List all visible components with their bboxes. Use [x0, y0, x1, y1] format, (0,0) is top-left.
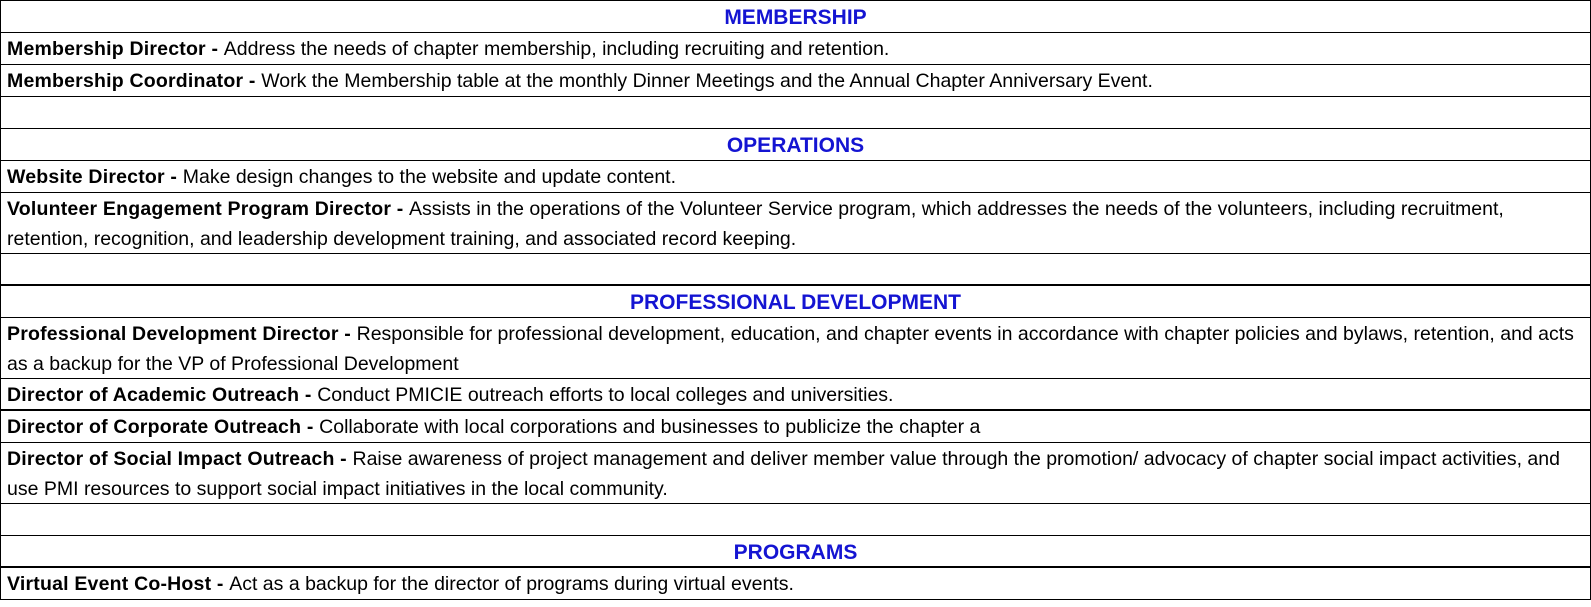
role-title: Membership Coordinator - [7, 70, 262, 92]
role-row [1, 161, 1590, 193]
role-row [1, 568, 1590, 600]
role-description: Conduct PMICIE outreach efforts to local colleges and universities. [317, 384, 894, 406]
role-description: Collaborate with local corporations and businesses to publicize the chapter a [319, 416, 981, 438]
role-description: Work the Membership table at the monthly Dinner Meetings and the Annual Chapter Anniversary Event. [261, 70, 1153, 92]
role-description: Raise awareness of project management and deliver member value through the promotion/ advocacy of chapter social impact activities, and use PMI resources to support social impact initiatives in the local community. [7, 448, 1560, 500]
role-title: Professional Development Director - [7, 323, 357, 345]
role-title: Virtual Event Co-Host - [7, 573, 230, 595]
section-heading-programs: PROGRAMS [1, 536, 1590, 568]
role-title: Website Director - [7, 166, 183, 188]
role-row [1, 193, 1590, 254]
role-row [1, 411, 1590, 443]
role-description: Act as a backup for the director of programs during virtual events. [229, 573, 794, 595]
role-title: Director of Corporate Outreach - [7, 416, 320, 438]
role-title: Membership Director - [7, 38, 224, 60]
section-heading-operations: OPERATIONS [1, 129, 1590, 161]
role-row [1, 33, 1590, 65]
role-title: Volunteer Engagement Program Director - [7, 198, 410, 220]
role-title: Director of Academic Outreach - [7, 384, 318, 406]
role-row [1, 318, 1590, 379]
role-row [1, 65, 1590, 97]
blank-row [1, 97, 1590, 129]
role-description: Address the needs of chapter membership, including recruiting and retention. [223, 38, 890, 60]
role-description: Make design changes to the website and update content. [182, 166, 676, 188]
role-description: Assists in the operations of the Volunteer Service program, which addresses the needs of the volunteers, including recruitment, retention, recognition, and leadership development training, and associated record keeping. [7, 198, 1504, 250]
section-heading-professional-development: PROFESSIONAL DEVELOPMENT [1, 286, 1590, 318]
blank-row [1, 254, 1590, 286]
role-row [1, 443, 1590, 504]
section-heading-membership: MEMBERSHIP [1, 1, 1590, 33]
role-title: Director of Social Impact Outreach - [7, 448, 353, 470]
role-row [1, 379, 1590, 411]
role-description: Responsible for professional development, education, and chapter events in accordance with chapter policies and bylaws, retention, and acts as a backup for the VP of Professional Development [7, 323, 1574, 375]
blank-row [1, 504, 1590, 536]
